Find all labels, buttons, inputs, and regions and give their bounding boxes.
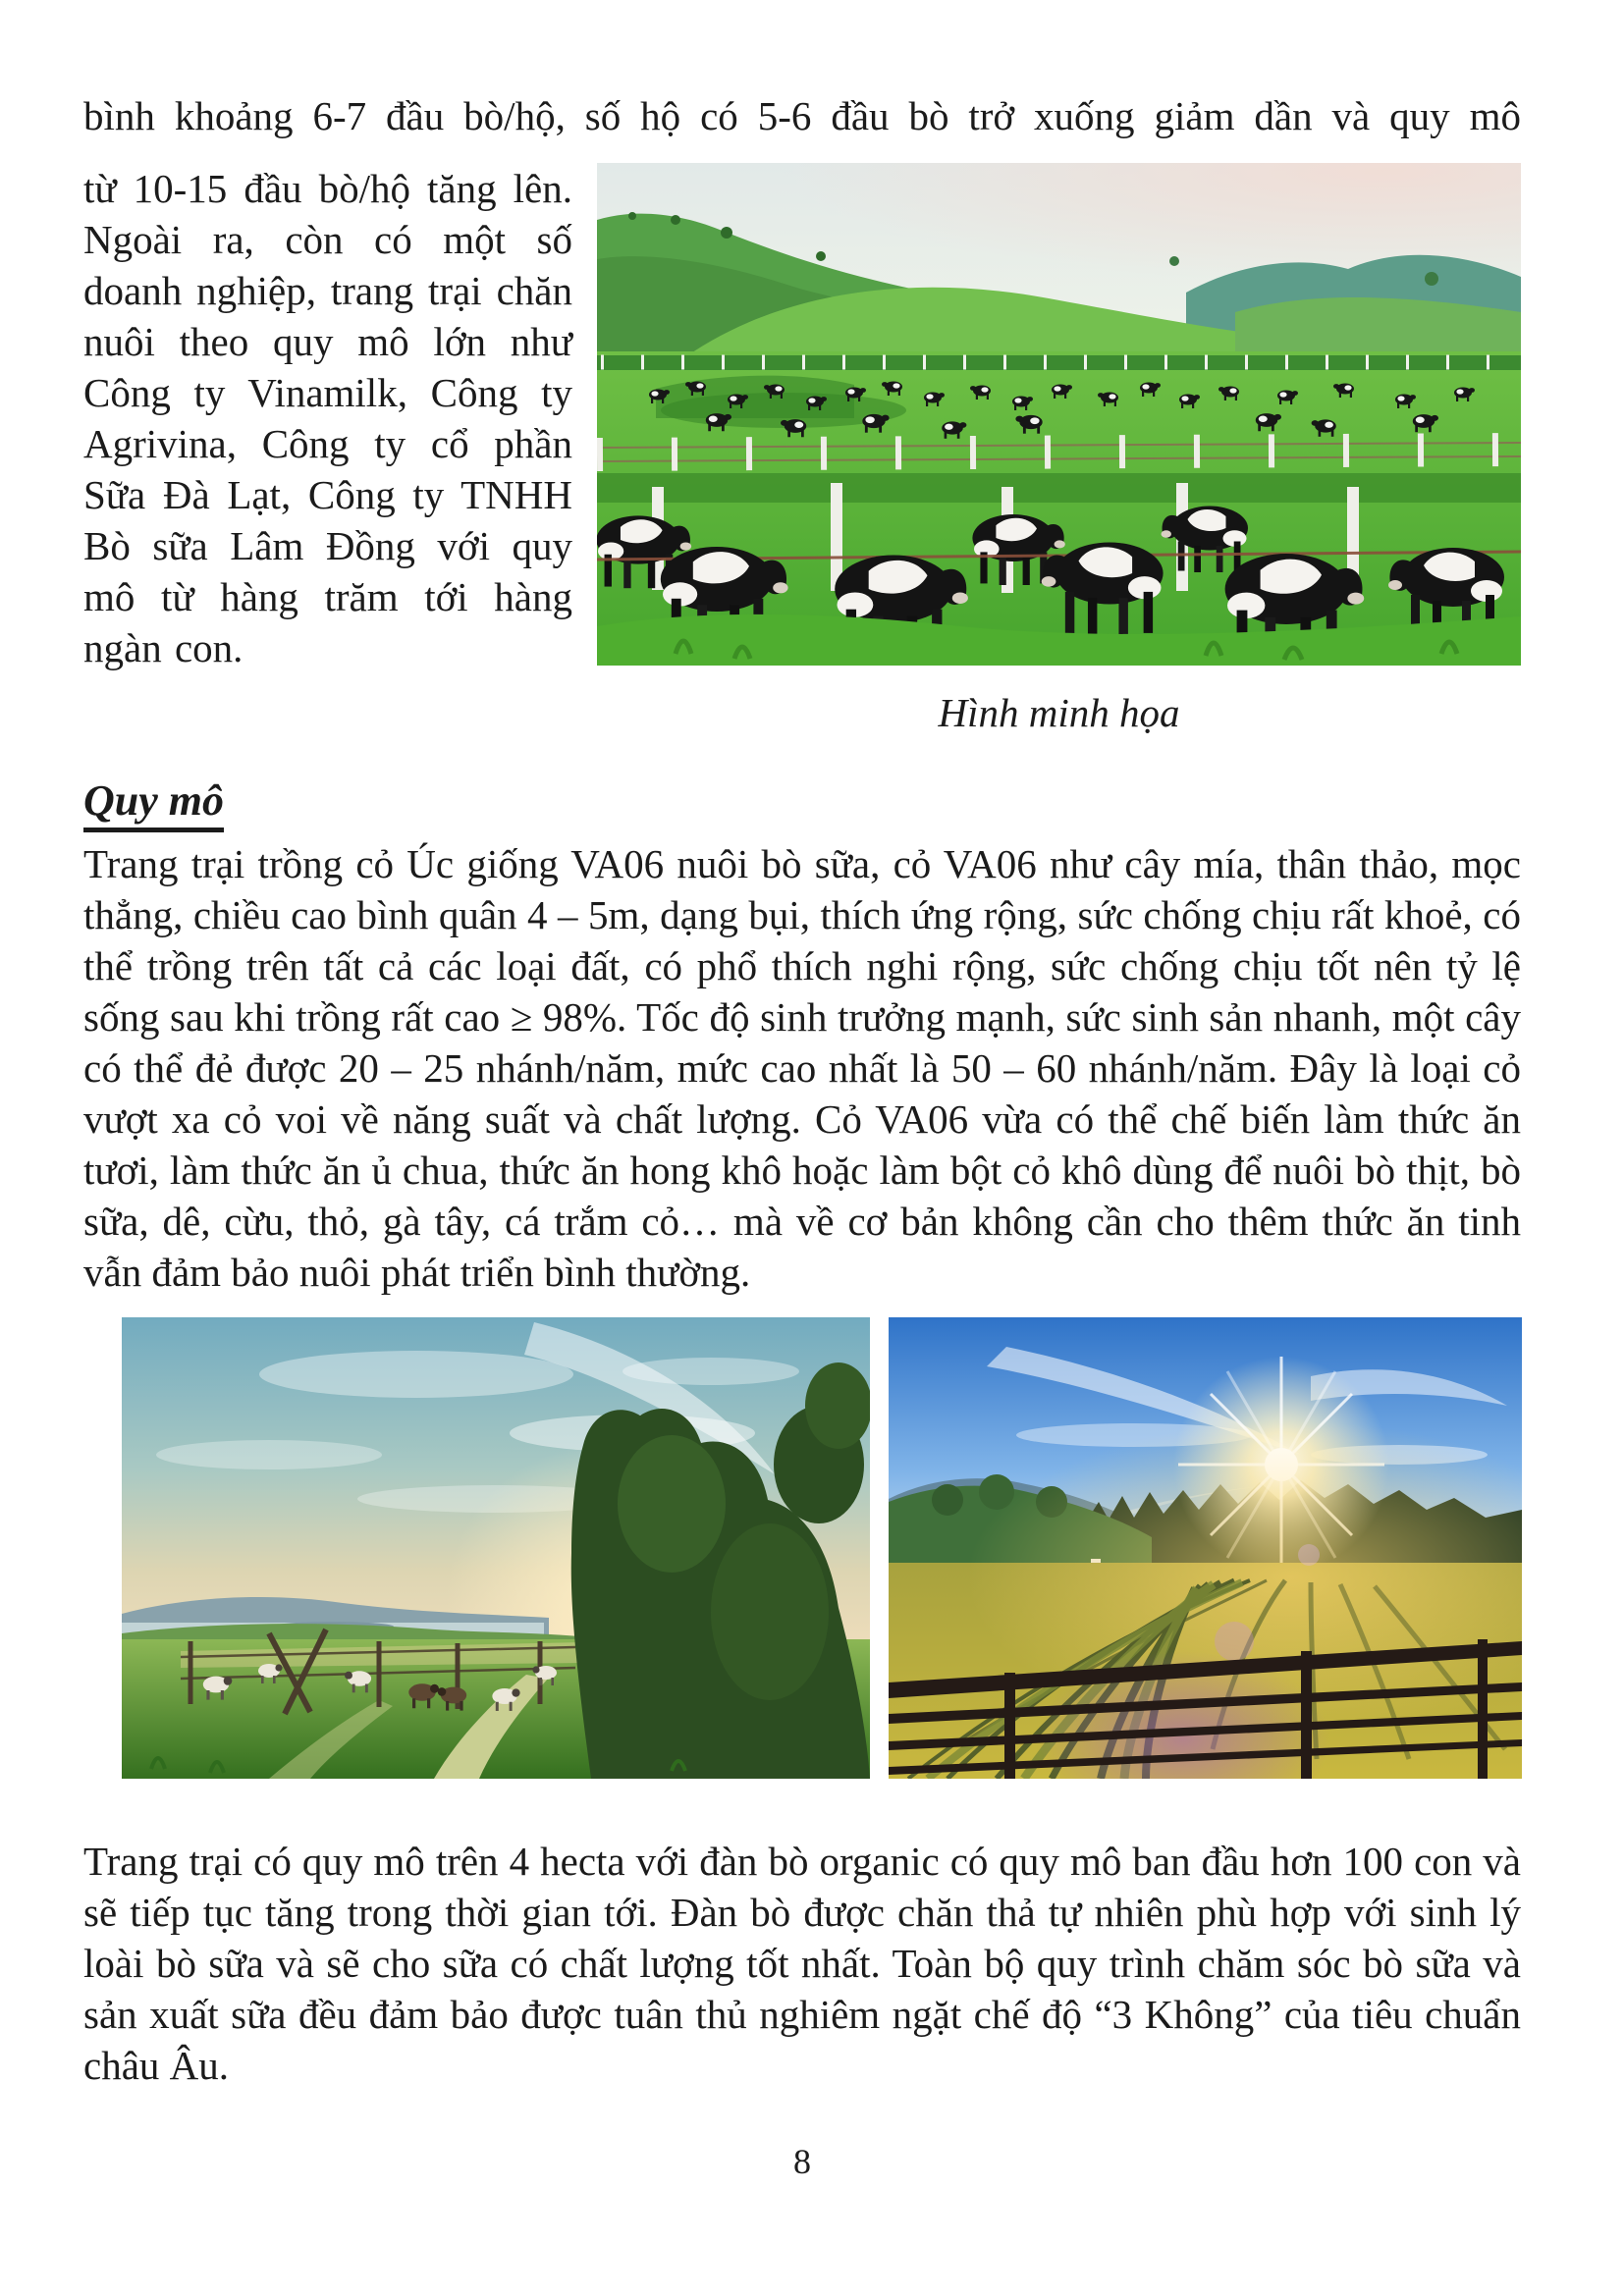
cow-photo-caption: Hình minh họa: [938, 690, 1180, 735]
section-heading: [83, 775, 1521, 832]
cow-photo-column: [597, 163, 1521, 736]
closing-paragraph: Trang trại có quy mô trên 4 hecta với đàn bò organic có quy mô ban đầu hơn 100 con và sẽ tiếp tục tăng trong thời gian tới. Đàn bò được chăn thả tự nhiên phù hợp với sinh lý loài bò sữa và sẽ cho sữa có chất lượng tốt nhất. Toàn bộ quy trình chăm sóc bò sữa và sản xuất sữa đều đảm bảo được tuân thủ nghiêm ngặt chế độ “3 Không” của tiêu chuẩn châu Âu.: [83, 1839, 1521, 2088]
section-heading-text: Quy mô: [83, 775, 224, 832]
intro-media-row: [83, 163, 1521, 736]
scale-paragraph: Trang trại trồng cỏ Úc giống VA06 nuôi bò sữa, cỏ VA06 như cây mía, thân thảo, mọc thẳng, chiều cao bình quân 4 – 5m, dạng bụi, thích ứng rộng, sức chống chịu rất khoẻ, có thể trồng trên tất cả các loại đất, có phổ thích nghi rộng, sức chống chịu tốt nên tỷ lệ sống sau khi trồng rất cao ≥ 98%. Tốc độ sinh trưởng mạnh, sức sinh sản nhanh, một cây có thể đẻ được 20 – 25 nhánh/năm, mức cao nhất là 50 – 60 nhánh/năm. Đây là loại cỏ vượt xa cỏ voi về năng suất và chất lượng. Cỏ VA06 vừa có thể chế biến làm thức ăn tươi, làm thức ăn ủ chua, thức ăn hong khô hoặc làm bột cỏ khô dùng để nuôi bò thịt, bò sữa, dê, cừu, thỏ, gà tây, cá trắm cỏ… mà về cơ bản không cần cho thêm thức ăn tinh vẫn đảm bảo nuôi phát triển bình thường.: [83, 841, 1521, 1295]
cow-pasture-photo: [597, 163, 1521, 666]
intro-first-line: bình khoảng 6-7 đầu bò/hộ, số hộ có 5-6 đầu bò trở xuống giảm dần và quy mô: [83, 93, 1521, 138]
landscape-photos-row: [122, 1317, 1521, 1779]
vineyard-sunrise-photo: [889, 1317, 1522, 1779]
page-number: 8: [793, 2142, 811, 2181]
sheep-pasture-photo: [122, 1317, 870, 1779]
intro-wrapped-text: từ 10-15 đầu bò/hộ tăng lên. Ngoài ra, còn có một số doanh nghiệp, trang trại chăn nuôi theo quy mô lớn như Công ty Vinamilk, Công ty Agrivina, Công ty cổ phần Sữa Đà Lạt, Công ty TNHH Bò sữa Lâm Đồng với quy mô từ hàng trăm tới hàng ngàn con.: [83, 166, 572, 670]
